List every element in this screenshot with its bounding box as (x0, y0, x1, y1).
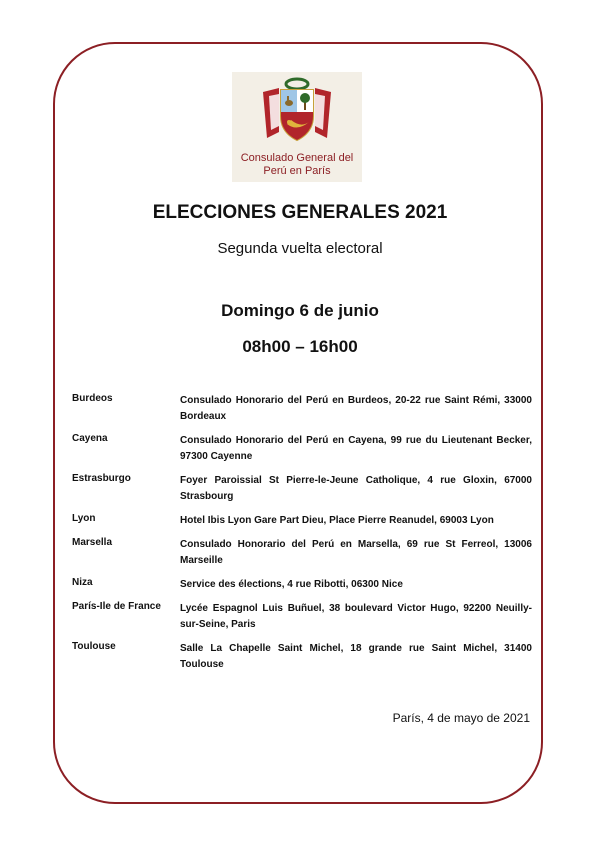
venue-address: Service des élections, 4 rue Ribotti, 06300 Nice (180, 579, 403, 590)
venue-city: Burdeos (72, 393, 113, 404)
venue-address: Consulado Honorario del Perú en Cayena, 99 rue du Lieutenant Becker, 97300 Cayenne (180, 435, 532, 462)
document-title: ELECCIONES GENERALES 2021 (152, 202, 448, 223)
venue-city: Cayena (72, 433, 108, 444)
venue-city: Lyon (72, 513, 96, 524)
coat-of-arms-icon (257, 76, 337, 150)
venue-address: Salle La Chapelle Saint Michel, 18 grande rue Saint Michel, 31400 Toulouse (180, 643, 532, 670)
logo-text-line-1: Consulado General del (240, 152, 354, 164)
logo-text-line-2: Perú en París (263, 165, 331, 177)
venue-address: Lycée Espagnol Luis Buñuel, 38 boulevard Victor Hugo, 92200 Neuilly-sur-Seine, Paris (180, 603, 532, 630)
venue-city: París-Ile de France (72, 601, 161, 612)
venue-city: Marsella (72, 537, 113, 548)
election-date: Domingo 6 de junio (221, 301, 379, 320)
document-subtitle: Segunda vuelta electoral (217, 240, 383, 257)
venue-address: Foyer Paroissial St Pierre-le-Jeune Catholique, 4 rue Gloxin, 67000 Strasbourg (180, 475, 532, 502)
venue-city: Toulouse (72, 641, 116, 652)
consulate-logo (232, 72, 362, 182)
venue-city: Niza (72, 577, 93, 588)
venue-city: Estrasburgo (72, 473, 131, 484)
voting-hours: 08h00 – 16h00 (242, 337, 358, 356)
venue-address: Consulado Honorario del Perú en Marsella, 69 rue St Ferreol, 13006 Marseille (180, 539, 532, 566)
place-and-date: París, 4 de mayo de 2021 (392, 711, 530, 725)
venue-address: Consulado Honorario del Perú en Burdeos, 20-22 rue Saint Rémi, 33000 Bordeaux (180, 395, 532, 422)
venue-address: Hotel Ibis Lyon Gare Part Dieu, Place Pierre Reanudel, 69003 Lyon (180, 515, 494, 526)
